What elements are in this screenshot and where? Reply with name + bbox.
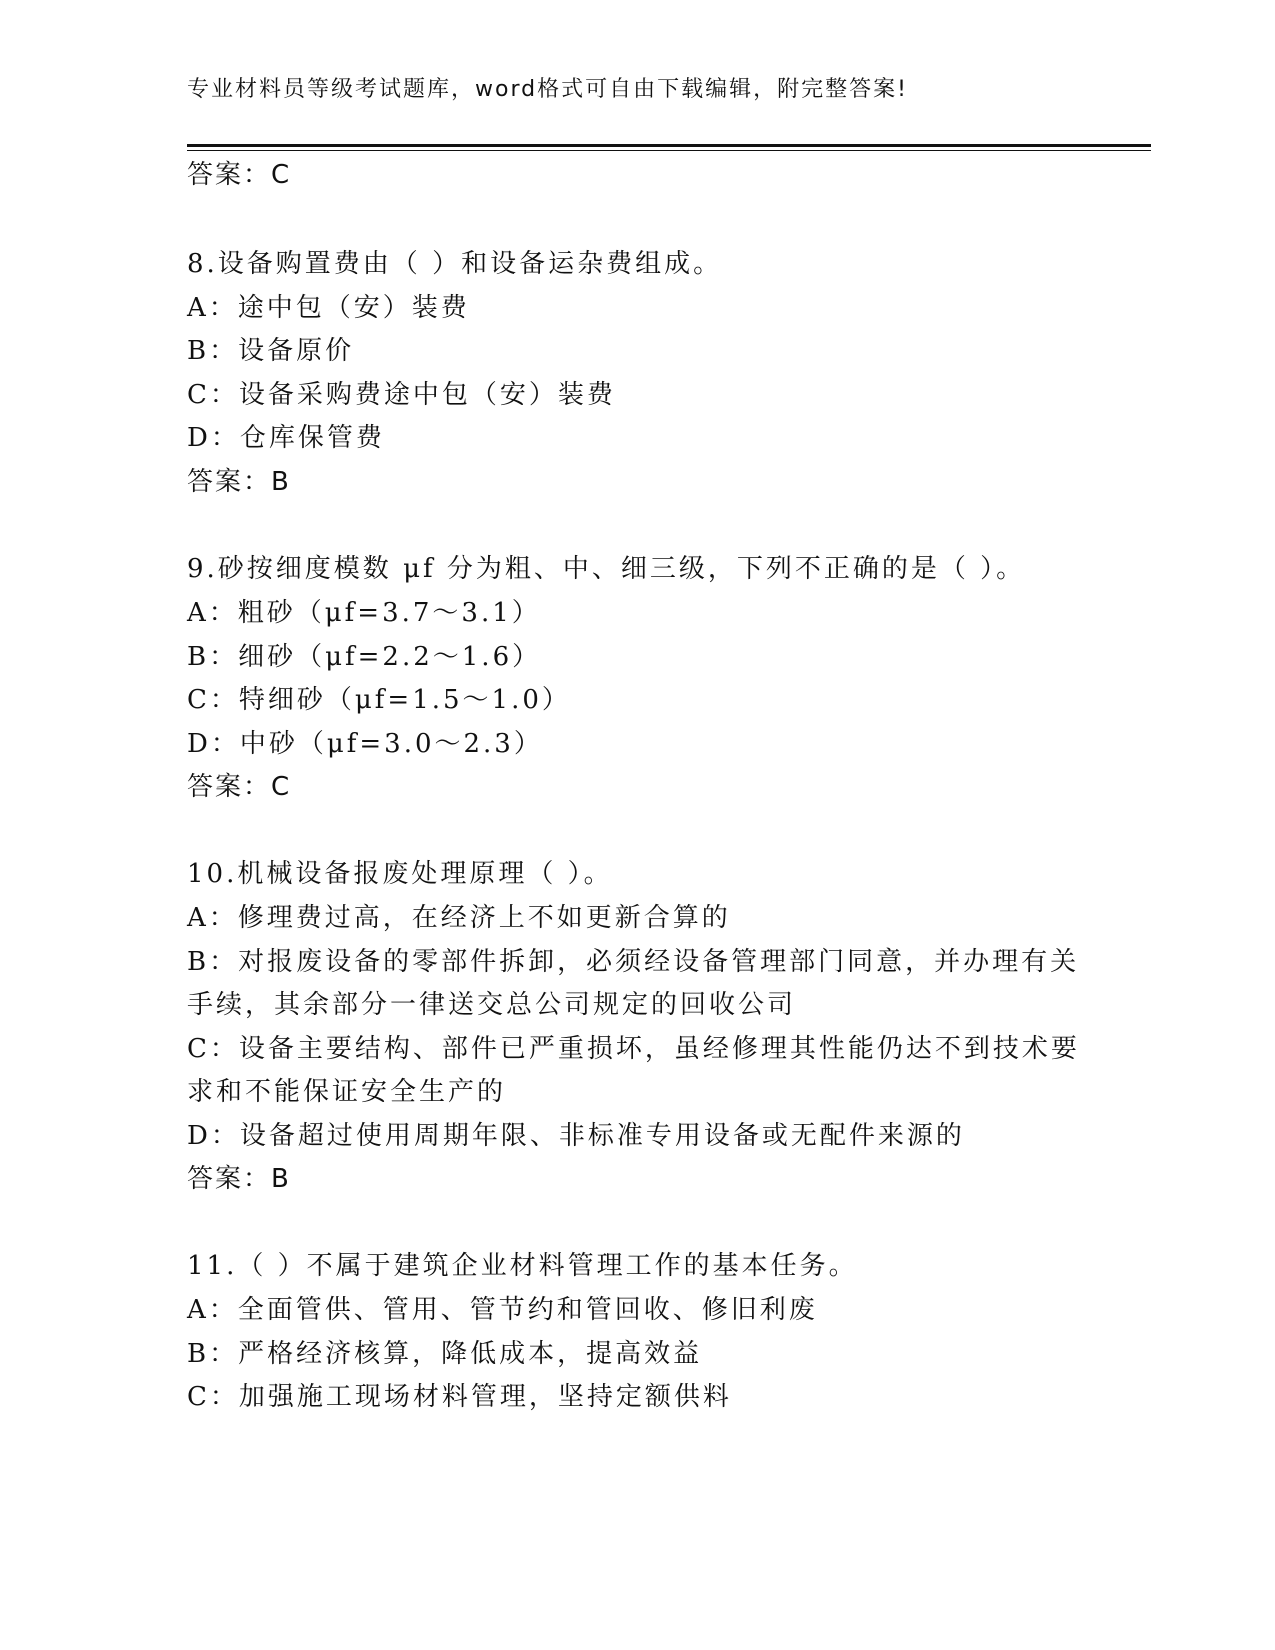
- question-8-option-c: C：设备采购费途中包（安）装费: [187, 380, 616, 410]
- question-11-option-c: C：加强施工现场材料管理，坚持定额供料: [187, 1382, 732, 1412]
- question-10-option-a: A：修理费过高，在经济上不如更新合算的: [187, 903, 731, 933]
- question-9-stem: 9.砂按细度模数 μf 分为粗、中、细三级，下列不正确的是（ ）。: [187, 554, 1026, 584]
- question-10-option-c: C：设备主要结构、部件已严重损坏，虽经修理其性能仍达不到技术要: [187, 1034, 1080, 1064]
- question-10-option-b-cont: 手续，其余部分一律送交总公司规定的回收公司: [187, 990, 797, 1020]
- question-11-option-a: A：全面管供、管用、管节约和管回收、修旧利废: [187, 1295, 818, 1325]
- question-9-option-b: B：细砂（μf=2.2～1.6）: [187, 642, 542, 672]
- page-header: 专业材料员等级考试题库，word格式可自由下载编辑，附完整答案!: [187, 77, 908, 102]
- question-8-option-d: D：仓库保管费: [187, 423, 385, 453]
- question-10-option-d: D：设备超过使用周期年限、非标准专用设备或无配件来源的: [187, 1121, 965, 1151]
- header-rule-thin: [187, 150, 1151, 151]
- header-rule-thick: [187, 144, 1151, 147]
- question-9-option-a: A：粗砂（μf=3.7～3.1）: [187, 598, 541, 628]
- question-11-stem: 11.（ ）不属于建筑企业材料管理工作的基本任务。: [187, 1251, 858, 1281]
- question-10-option-b: B：对报废设备的零部件拆卸，必须经设备管理部门同意，并办理有关: [187, 947, 1080, 977]
- answer-9: 答案：C: [187, 772, 292, 802]
- answer-10: 答案：B: [187, 1164, 291, 1194]
- question-8-option-a: A：途中包（安）装费: [187, 293, 470, 323]
- question-8-option-b: B：设备原价: [187, 336, 355, 366]
- question-9-option-c: C：特细砂（μf=1.5～1.0）: [187, 685, 571, 715]
- question-8-stem: 8.设备购置费由（ ）和设备运杂费组成。: [187, 249, 723, 279]
- question-10-stem: 10.机械设备报废处理原理（ ）。: [187, 859, 613, 889]
- question-10-option-c-cont: 求和不能保证安全生产的: [187, 1077, 507, 1107]
- answer-8: 答案：B: [187, 467, 291, 497]
- question-9-option-d: D：中砂（μf=3.0～2.3）: [187, 729, 543, 759]
- answer-7: 答案：C: [187, 160, 292, 190]
- question-11-option-b: B：严格经济核算，降低成本，提高效益: [187, 1339, 703, 1369]
